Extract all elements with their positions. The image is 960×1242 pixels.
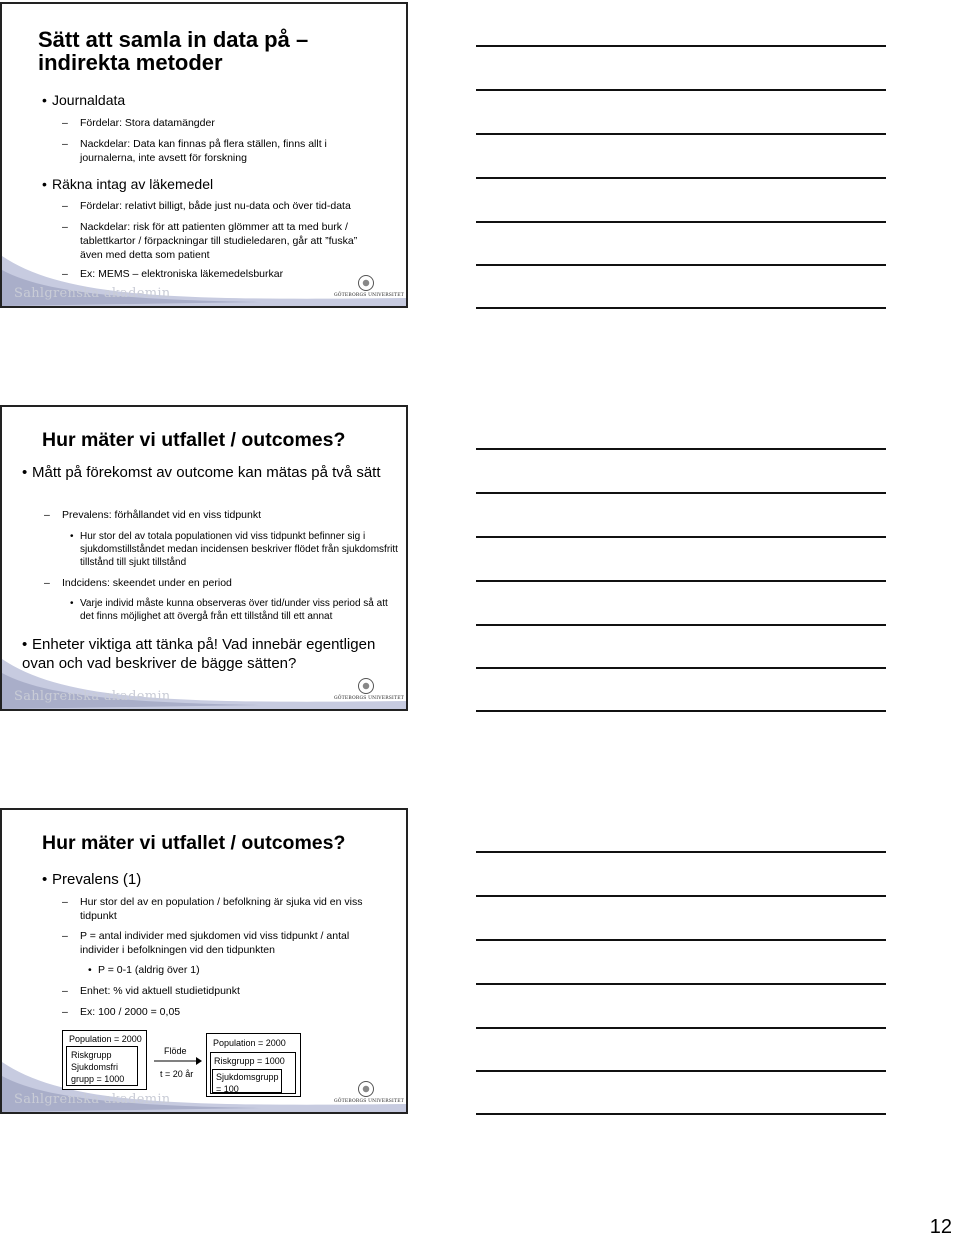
slide-title: Sätt att samla in data på – indirekta metoder xyxy=(38,27,309,75)
flow-label: Flöde xyxy=(164,1046,187,1056)
bullet-journaldata: • Journaldata xyxy=(42,92,126,108)
sub-bullet: – Ex: 100 / 2000 = 0,05 xyxy=(62,1006,181,1018)
note-line xyxy=(476,1113,886,1115)
sub-bullet: – Nackdelar: risk för att patienten glömmer att ta med burk / tablettkartor / förpackningar till studieledaren, går att ”fuska” även med detta som patient xyxy=(62,221,358,261)
note-line xyxy=(476,983,886,985)
note-line xyxy=(476,45,886,47)
note-line xyxy=(476,624,886,626)
bullet-prevalens: • Prevalens (1) xyxy=(42,871,142,888)
sub-bullet: – Ex: MEMS – elektroniska läkemedelsburkar xyxy=(62,268,284,280)
right-population-box: Population = 2000 xyxy=(206,1033,301,1097)
sahlgrenska-logo: Sahlgrenska akademin xyxy=(14,689,171,704)
left-risk-box: Riskgrupp Sjukdomsfri grupp = 1000 xyxy=(66,1046,138,1086)
sub-bullet: – Fördelar: relativt billigt, både just nu-data och över tid-data xyxy=(62,200,351,212)
right-risk-box: Riskgrupp = 1000 xyxy=(210,1052,296,1094)
bullet-enheter: Enheter viktiga att tänka på! Vad innebär egentligen ovan och vad beskriver de bägge sätten? • xyxy=(22,636,376,672)
note-line xyxy=(476,264,886,266)
slide-1 xyxy=(0,2,408,308)
bullet-rakna-intag: • Räkna intag av läkemedel xyxy=(42,176,214,192)
gu-logo: GÖTEBORGS UNIVERSITET xyxy=(334,678,398,701)
note-line xyxy=(476,89,886,91)
note-line xyxy=(476,580,886,582)
note-line xyxy=(476,1070,886,1072)
flow-arrow-icon xyxy=(152,1056,202,1066)
slide-3 xyxy=(0,808,408,1114)
time-label: t = 20 år xyxy=(160,1069,194,1079)
gu-logo: GÖTEBORGS UNIVERSITET xyxy=(334,275,398,298)
sub-bullet: – P = antal individer med sjukdomen vid viss tidpunkt / antal individer i befolkningen vid den tidpunkten xyxy=(62,930,350,956)
note-line xyxy=(476,667,886,669)
note-line xyxy=(476,492,886,494)
note-line xyxy=(476,895,886,897)
sahlgrenska-logo: Sahlgrenska akademin xyxy=(14,1092,171,1107)
sub-bullet-prevalens: – Prevalens: förhållandet vid en viss tidpunkt xyxy=(44,509,262,521)
note-line xyxy=(476,307,886,309)
note-line xyxy=(476,448,886,450)
sub-bullet: – Enhet: % vid aktuell studietidpunkt xyxy=(62,985,240,997)
detail-p-range: • P = 0-1 (aldrig över 1) xyxy=(88,964,200,976)
note-line xyxy=(476,939,886,941)
note-line xyxy=(476,851,886,853)
detail-prevalens: • Hur stor del av totala populationen vid viss tidpunkt befinner sig i sjukdomstillståndet medan incidensen beskriver flödet från sjukdomsfritt tillstånd till sjukt tillstånd xyxy=(70,531,398,568)
sub-bullet: – Hur stor del av en population / befolkning är sjuka vid en viss tidpunkt xyxy=(62,896,363,922)
page-number: 12 xyxy=(929,1216,952,1238)
note-line xyxy=(476,177,886,179)
university-seal-icon xyxy=(358,275,374,291)
detail-incidens: • Varje individ måste kunna observeras över tid/under viss period så att det finns möjlighet att övergå från ett tillstånd till ett annat xyxy=(70,598,388,622)
slide-title: Hur mäter vi utfallet / outcomes? xyxy=(42,832,346,854)
bullet-matt: Mått på förekomst av outcome kan mätas på två sätt • xyxy=(22,464,381,481)
note-line xyxy=(476,133,886,135)
slide-title: Hur mäter vi utfallet / outcomes? xyxy=(42,429,346,451)
sahlgrenska-logo: Sahlgrenska akademin xyxy=(14,286,171,301)
sub-bullet: – Fördelar: Stora datamängder xyxy=(62,117,215,129)
note-line xyxy=(476,221,886,223)
gu-logo: GÖTEBORGS UNIVERSITET xyxy=(334,1081,398,1104)
note-line xyxy=(476,536,886,538)
note-line xyxy=(476,710,886,712)
note-line xyxy=(476,1027,886,1029)
left-population-box: Population = 2000 xyxy=(62,1030,147,1090)
university-seal-icon xyxy=(358,1081,374,1097)
slide-2 xyxy=(0,405,408,711)
sub-bullet-incidens: – Indcidens: skeendet under en period xyxy=(44,577,232,589)
sub-bullet: – Nackdelar: Data kan finnas på flera ställen, finns allt i journalerna, inte avsett för forskning xyxy=(62,138,327,164)
university-seal-icon xyxy=(358,678,374,694)
sick-group-box: Sjukdomsgrupp = 100 xyxy=(212,1069,282,1093)
